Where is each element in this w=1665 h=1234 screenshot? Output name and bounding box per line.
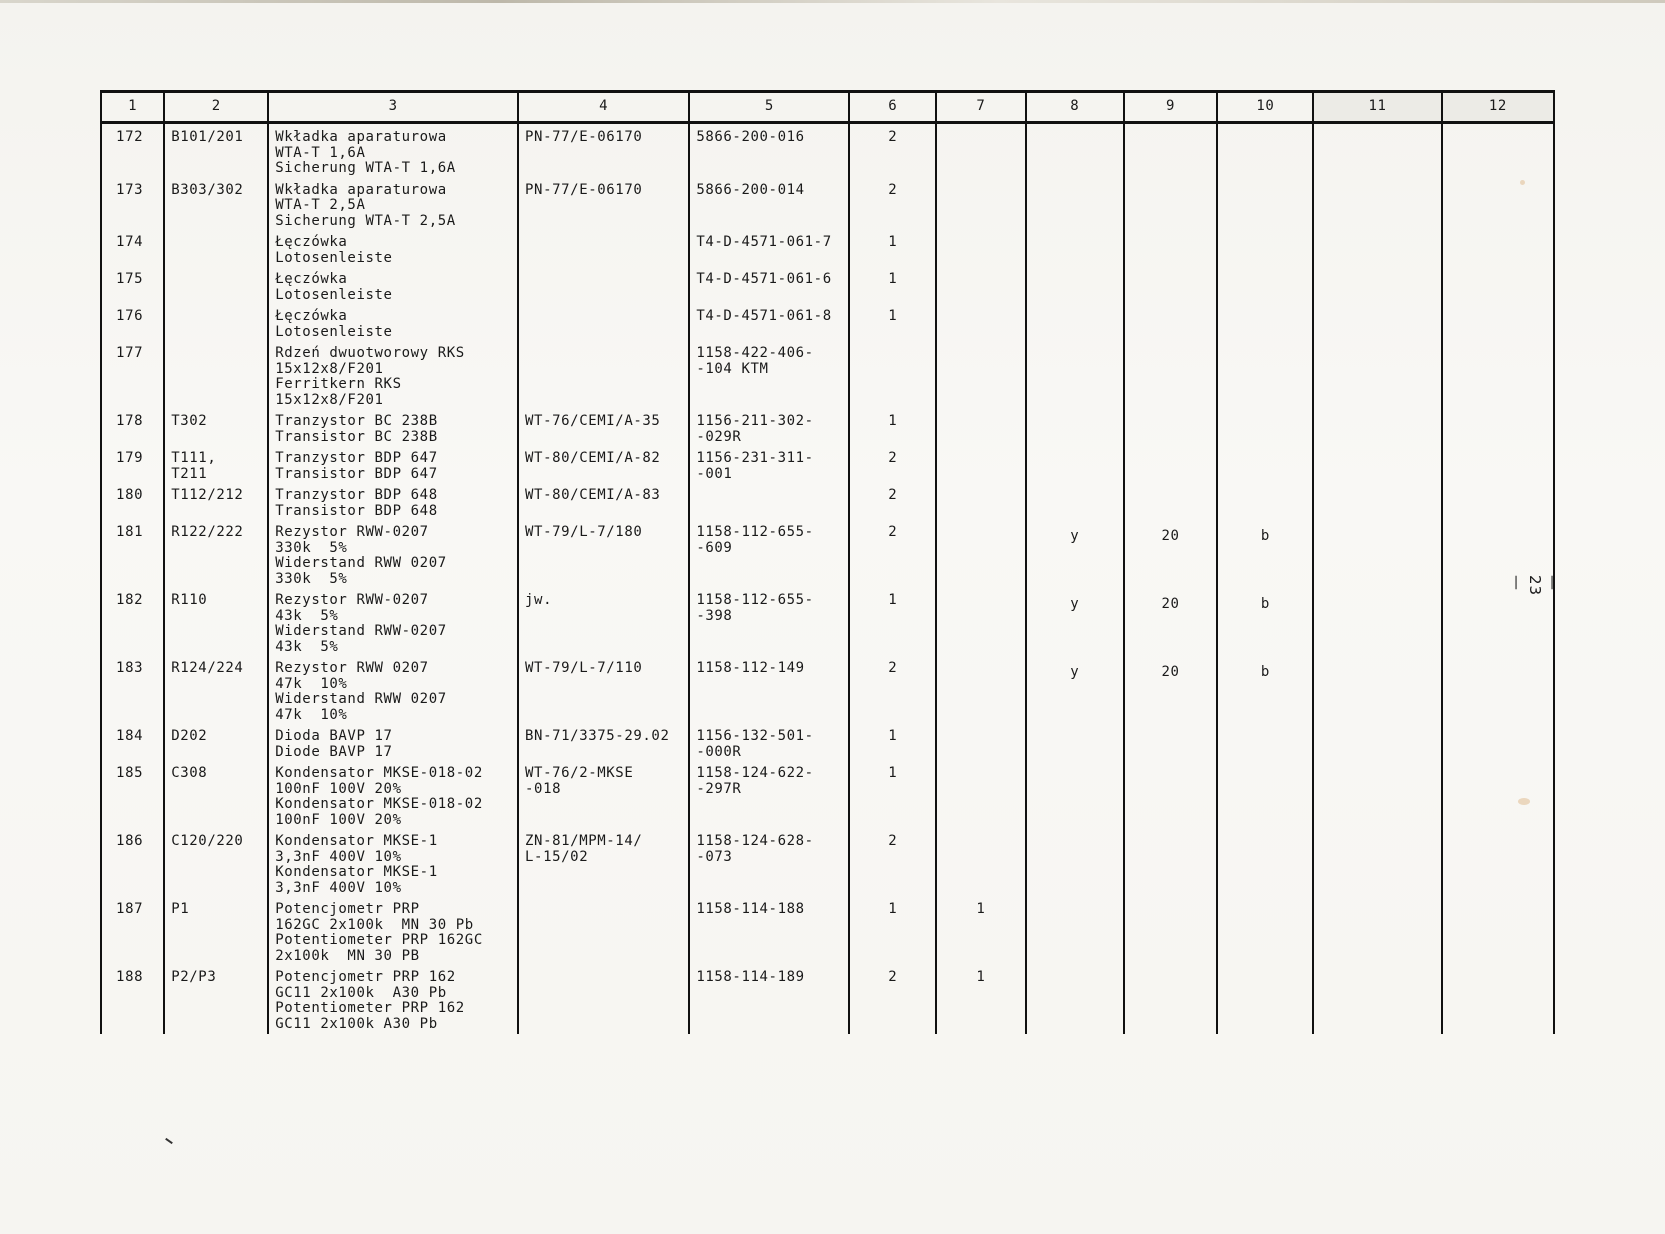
cell-item-number: 181	[101, 519, 164, 587]
column-header: 6	[849, 92, 936, 123]
table-row	[101, 896, 1554, 964]
cell-quantity: 2	[849, 655, 936, 723]
cell-catalog-number: 1158-124-628- -073	[689, 828, 849, 896]
cell-ref-designator: T112/212	[164, 482, 268, 519]
cell-col-12	[1442, 229, 1554, 266]
cell-item-number: 180	[101, 482, 164, 519]
cell-col-11	[1313, 964, 1441, 1034]
cell-description: Potencjometr PRP 162 GC11 2x100k A30 Pb Potentiometer PRP 162 GC11 2x100k A30 Pb	[268, 964, 518, 1034]
table-row	[101, 177, 1554, 230]
cell-ref-designator: R124/224	[164, 655, 268, 723]
cell-description: Rezystor RWW-0207 330k 5% Widerstand RWW 0207 330k 5%	[268, 519, 518, 587]
cell-col-11	[1313, 828, 1441, 896]
cell-col-10	[1217, 177, 1313, 230]
cell-col-7	[936, 340, 1026, 408]
cell-col-9	[1124, 408, 1218, 445]
table-row	[101, 123, 1554, 177]
cell-col-7	[936, 266, 1026, 303]
cell-col-9	[1124, 303, 1218, 340]
cell-item-number: 177	[101, 340, 164, 408]
cell-col-9	[1124, 123, 1218, 177]
cell-item-number: 182	[101, 587, 164, 655]
cell-ref-designator: B303/302	[164, 177, 268, 230]
cell-col-12	[1442, 177, 1554, 230]
cell-standard	[518, 303, 689, 340]
paper-stain	[1518, 798, 1530, 805]
cell-description: Wkładka aparaturowa WTA-T 1,6A Sicherung WTA-T 1,6A	[268, 123, 518, 177]
cell-item-number: 183	[101, 655, 164, 723]
cell-col-11	[1313, 896, 1441, 964]
cell-quantity: 2	[849, 828, 936, 896]
cell-col-11	[1313, 445, 1441, 482]
cell-item-number: 179	[101, 445, 164, 482]
cell-quantity: 1	[849, 587, 936, 655]
cell-catalog-number: T4-D-4571-061-7	[689, 229, 849, 266]
cell-col-12	[1442, 123, 1554, 177]
cell-quantity: 2	[849, 177, 936, 230]
cell-quantity: 2	[849, 964, 936, 1034]
cell-standard	[518, 964, 689, 1034]
cell-col-11	[1313, 587, 1441, 655]
cell-col-11	[1313, 177, 1441, 230]
cell-item-number: 188	[101, 964, 164, 1034]
cell-col-8: y	[1026, 587, 1124, 655]
cell-standard: WT-80/CEMI/A-83	[518, 482, 689, 519]
cell-col-7	[936, 177, 1026, 230]
cell-item-number: 173	[101, 177, 164, 230]
cell-col-10: b	[1217, 519, 1313, 587]
paper-stain	[1520, 180, 1525, 185]
cell-description: Kondensator MKSE-018-02 100nF 100V 20% Kondensator MKSE-018-02 100nF 100V 20%	[268, 760, 518, 828]
cell-item-number: 172	[101, 123, 164, 177]
cell-ref-designator: T302	[164, 408, 268, 445]
cell-description: Łęczówka Lotosenleiste	[268, 266, 518, 303]
table-row	[101, 408, 1554, 445]
column-header: 1	[101, 92, 164, 123]
cell-col-10	[1217, 266, 1313, 303]
cell-standard: WT-79/L-7/180	[518, 519, 689, 587]
cell-standard	[518, 229, 689, 266]
cell-col-11	[1313, 303, 1441, 340]
cell-col-12	[1442, 482, 1554, 519]
cell-description: Łęczówka Lotosenleiste	[268, 303, 518, 340]
cell-description: Tranzystor BDP 648 Transistor BDP 648	[268, 482, 518, 519]
cell-catalog-number: 1158-112-655- -398	[689, 587, 849, 655]
cell-col-10	[1217, 445, 1313, 482]
cell-description: Rezystor RWW 0207 47k 10% Widerstand RWW 0207 47k 10%	[268, 655, 518, 723]
cell-ref-designator: C120/220	[164, 828, 268, 896]
cell-col-12	[1442, 828, 1554, 896]
cell-description: Tranzystor BDP 647 Transistor BDP 647	[268, 445, 518, 482]
cell-description: Rdzeń dwuotworowy RKS 15x12x8/F201 Ferritkern RKS 15x12x8/F201	[268, 340, 518, 408]
cell-col-9	[1124, 266, 1218, 303]
cell-col-9	[1124, 828, 1218, 896]
cell-ref-designator	[164, 266, 268, 303]
cell-col-10	[1217, 340, 1313, 408]
cell-col-8	[1026, 340, 1124, 408]
table-row	[101, 760, 1554, 828]
table-row	[101, 229, 1554, 266]
cell-item-number: 184	[101, 723, 164, 760]
table-row	[101, 723, 1554, 760]
cell-col-12	[1442, 303, 1554, 340]
cell-quantity: 2	[849, 519, 936, 587]
cell-standard	[518, 896, 689, 964]
column-header: 4	[518, 92, 689, 123]
cell-description: Tranzystor BC 238B Transistor BC 238B	[268, 408, 518, 445]
cell-item-number: 185	[101, 760, 164, 828]
cell-quantity: 1	[849, 229, 936, 266]
cell-col-8	[1026, 229, 1124, 266]
table-row	[101, 340, 1554, 408]
cell-col-11	[1313, 655, 1441, 723]
cell-col-12	[1442, 964, 1554, 1034]
cell-col-10	[1217, 723, 1313, 760]
cell-col-9	[1124, 964, 1218, 1034]
cell-ref-designator: P2/P3	[164, 964, 268, 1034]
cell-catalog-number: 1158-114-188	[689, 896, 849, 964]
cell-col-12	[1442, 723, 1554, 760]
cell-col-8	[1026, 896, 1124, 964]
cell-col-9: 20	[1124, 655, 1218, 723]
cell-item-number: 187	[101, 896, 164, 964]
cell-col-11	[1313, 123, 1441, 177]
cell-standard: WT-79/L-7/110	[518, 655, 689, 723]
cell-description: Wkładka aparaturowa WTA-T 2,5A Sicherung WTA-T 2,5A	[268, 177, 518, 230]
cell-col-10	[1217, 229, 1313, 266]
cell-col-11	[1313, 519, 1441, 587]
cell-col-8	[1026, 964, 1124, 1034]
cell-ref-designator: B101/201	[164, 123, 268, 177]
column-header: 5	[689, 92, 849, 123]
column-number-header-row	[101, 92, 1554, 123]
column-header: 9	[1124, 92, 1218, 123]
cell-col-7	[936, 587, 1026, 655]
cell-col-9	[1124, 760, 1218, 828]
cell-col-8	[1026, 482, 1124, 519]
cell-col-8	[1026, 177, 1124, 230]
cell-col-7	[936, 760, 1026, 828]
cell-col-9: 20	[1124, 519, 1218, 587]
cell-quantity: 1	[849, 760, 936, 828]
cell-col-11	[1313, 408, 1441, 445]
cell-quantity: 2	[849, 123, 936, 177]
parts-list-body	[101, 123, 1554, 1035]
cell-item-number: 175	[101, 266, 164, 303]
column-header: 12	[1442, 92, 1554, 123]
cell-ref-designator	[164, 340, 268, 408]
cell-description: Łęczówka Lotosenleiste	[268, 229, 518, 266]
cell-col-9	[1124, 896, 1218, 964]
table-row	[101, 445, 1554, 482]
cell-standard	[518, 266, 689, 303]
cell-catalog-number	[689, 482, 849, 519]
cell-catalog-number: 1158-114-189	[689, 964, 849, 1034]
cell-col-7	[936, 519, 1026, 587]
cell-col-8	[1026, 828, 1124, 896]
cell-col-7	[936, 723, 1026, 760]
table-row	[101, 828, 1554, 896]
cell-col-7	[936, 655, 1026, 723]
cell-catalog-number: 1156-132-501- -000R	[689, 723, 849, 760]
cell-standard: PN-77/E-06170	[518, 123, 689, 177]
cell-col-8	[1026, 723, 1124, 760]
cell-col-9	[1124, 229, 1218, 266]
cell-ref-designator: T111, T211	[164, 445, 268, 482]
cell-catalog-number: 1158-422-406- -104 KTM	[689, 340, 849, 408]
cell-col-7	[936, 303, 1026, 340]
cell-catalog-number: 5866-200-016	[689, 123, 849, 177]
cell-col-7	[936, 408, 1026, 445]
cell-col-10	[1217, 482, 1313, 519]
cell-col-7: 1	[936, 896, 1026, 964]
table-row	[101, 964, 1554, 1034]
column-header: 11	[1313, 92, 1441, 123]
cell-standard: BN-71/3375-29.02	[518, 723, 689, 760]
cell-col-10: b	[1217, 655, 1313, 723]
cell-col-10	[1217, 896, 1313, 964]
cell-col-9	[1124, 723, 1218, 760]
cell-col-10: b	[1217, 587, 1313, 655]
cell-standard: PN-77/E-06170	[518, 177, 689, 230]
cell-catalog-number: 1156-231-311- -001	[689, 445, 849, 482]
cell-col-7: 1	[936, 964, 1026, 1034]
parts-list-table	[100, 90, 1555, 1034]
cell-standard: jw.	[518, 587, 689, 655]
cell-description: Rezystor RWW-0207 43k 5% Widerstand RWW-0207 43k 5%	[268, 587, 518, 655]
cell-col-7	[936, 123, 1026, 177]
cell-catalog-number: 5866-200-014	[689, 177, 849, 230]
cell-ref-designator: R122/222	[164, 519, 268, 587]
cell-col-12	[1442, 655, 1554, 723]
page-top-edge	[0, 0, 1665, 3]
cell-quantity: 2	[849, 482, 936, 519]
cell-col-12	[1442, 408, 1554, 445]
cell-catalog-number: 1158-112-149	[689, 655, 849, 723]
cell-description: Dioda BAVP 17 Diode BAVP 17	[268, 723, 518, 760]
column-header: 7	[936, 92, 1026, 123]
cell-col-8: y	[1026, 655, 1124, 723]
cell-col-8: y	[1026, 519, 1124, 587]
cell-col-12	[1442, 266, 1554, 303]
cell-col-12	[1442, 445, 1554, 482]
cell-ref-designator	[164, 229, 268, 266]
cell-col-9	[1124, 177, 1218, 230]
cell-catalog-number: 1156-211-302- -029R	[689, 408, 849, 445]
cell-standard: WT-80/CEMI/A-82	[518, 445, 689, 482]
cell-quantity: 1	[849, 266, 936, 303]
table-row	[101, 303, 1554, 340]
cell-catalog-number: 1158-112-655- -609	[689, 519, 849, 587]
cell-col-10	[1217, 828, 1313, 896]
cell-item-number: 174	[101, 229, 164, 266]
cell-quantity: 1	[849, 303, 936, 340]
cell-col-7	[936, 482, 1026, 519]
column-header: 8	[1026, 92, 1124, 123]
cell-catalog-number: 1158-124-622- -297R	[689, 760, 849, 828]
cell-col-9	[1124, 445, 1218, 482]
cell-standard	[518, 340, 689, 408]
cell-ref-designator: C308	[164, 760, 268, 828]
cell-description: Kondensator MKSE-1 3,3nF 400V 10% Kondensator MKSE-1 3,3nF 400V 10%	[268, 828, 518, 896]
cell-col-10	[1217, 760, 1313, 828]
table-row	[101, 482, 1554, 519]
column-header: 2	[164, 92, 268, 123]
page-number: — 23 —	[1508, 575, 1562, 597]
cell-ref-designator	[164, 303, 268, 340]
cell-quantity: 1	[849, 408, 936, 445]
cell-col-10	[1217, 303, 1313, 340]
cell-col-8	[1026, 303, 1124, 340]
cell-col-7	[936, 229, 1026, 266]
cell-col-10	[1217, 123, 1313, 177]
cell-ref-designator: R110	[164, 587, 268, 655]
cell-item-number: 186	[101, 828, 164, 896]
cell-col-10	[1217, 408, 1313, 445]
cell-col-11	[1313, 340, 1441, 408]
cell-catalog-number: T4-D-4571-061-8	[689, 303, 849, 340]
cell-quantity: 2	[849, 445, 936, 482]
cell-col-7	[936, 828, 1026, 896]
cell-item-number: 176	[101, 303, 164, 340]
cell-quantity: 1	[849, 896, 936, 964]
column-header: 10	[1217, 92, 1313, 123]
cell-col-8	[1026, 445, 1124, 482]
cell-col-11	[1313, 760, 1441, 828]
cell-col-7	[936, 445, 1026, 482]
cell-standard: ZN-81/MPM-14/ L-15/02	[518, 828, 689, 896]
cell-description: Potencjometr PRP 162GC 2x100k MN 30 Pb Potentiometer PRP 162GC 2x100k MN 30 PB	[268, 896, 518, 964]
cell-col-11	[1313, 266, 1441, 303]
cell-col-8	[1026, 123, 1124, 177]
cell-item-number: 178	[101, 408, 164, 445]
table-row	[101, 266, 1554, 303]
cell-col-8	[1026, 408, 1124, 445]
cell-col-11	[1313, 723, 1441, 760]
table-row	[101, 519, 1554, 587]
table-row	[101, 587, 1554, 655]
cell-quantity: 1	[849, 723, 936, 760]
cell-col-9	[1124, 340, 1218, 408]
cell-standard: WT-76/2-MKSE -018	[518, 760, 689, 828]
cell-col-12	[1442, 340, 1554, 408]
paper-mark	[165, 1138, 173, 1144]
cell-catalog-number: T4-D-4571-061-6	[689, 266, 849, 303]
cell-col-11	[1313, 482, 1441, 519]
cell-quantity	[849, 340, 936, 408]
cell-standard: WT-76/CEMI/A-35	[518, 408, 689, 445]
cell-col-9	[1124, 482, 1218, 519]
cell-col-8	[1026, 760, 1124, 828]
cell-col-8	[1026, 266, 1124, 303]
cell-col-12	[1442, 760, 1554, 828]
column-header: 3	[268, 92, 518, 123]
cell-col-10	[1217, 964, 1313, 1034]
table-row	[101, 655, 1554, 723]
cell-col-11	[1313, 229, 1441, 266]
cell-col-12	[1442, 896, 1554, 964]
cell-ref-designator: P1	[164, 896, 268, 964]
cell-ref-designator: D202	[164, 723, 268, 760]
cell-col-9: 20	[1124, 587, 1218, 655]
